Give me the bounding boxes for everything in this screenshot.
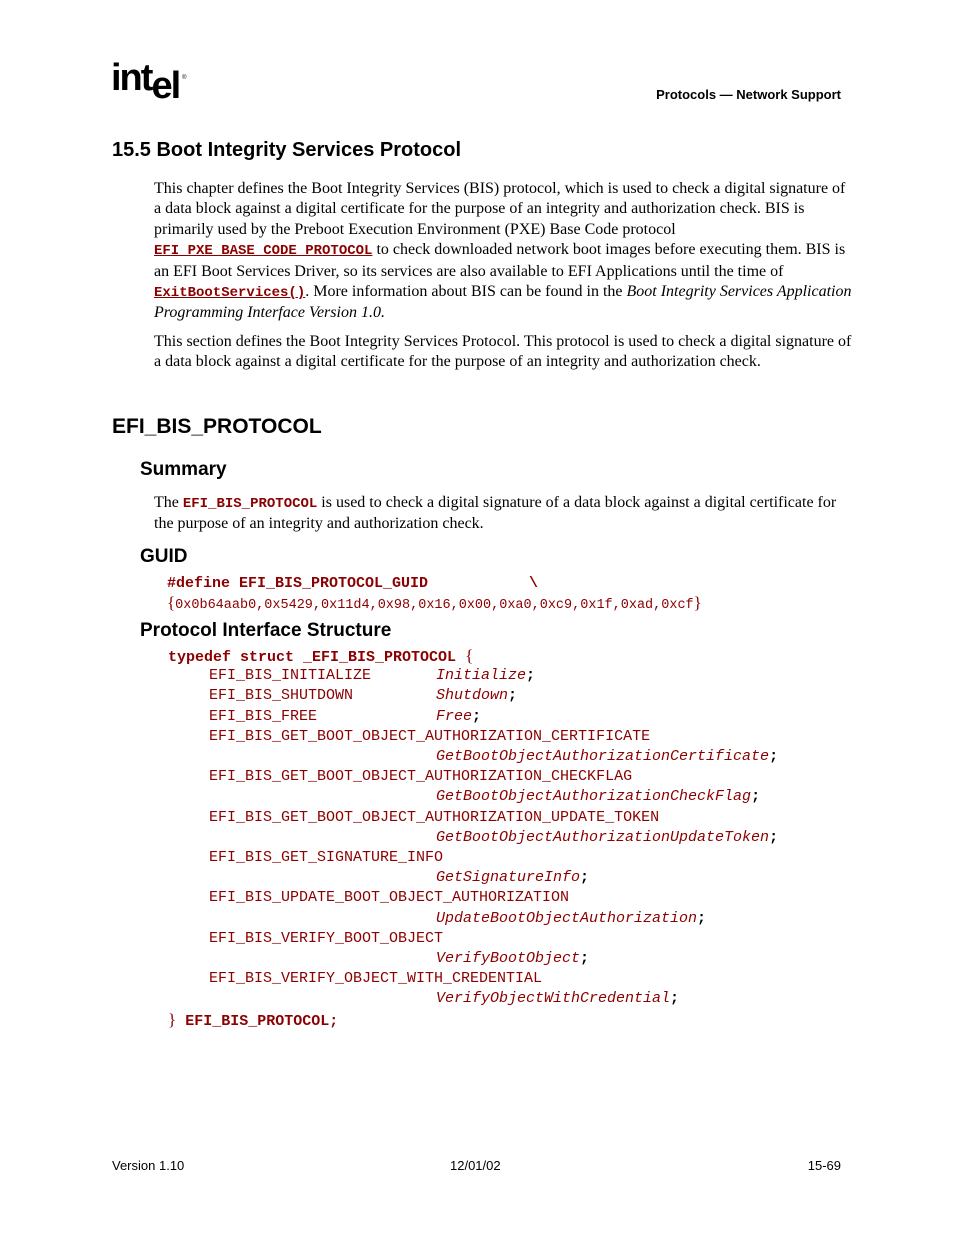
logo-text-tail: el xyxy=(151,65,180,107)
struct-member-name: GetBootObjectAuthorizationCertificate xyxy=(436,748,770,765)
struct-member-field xyxy=(436,868,589,888)
summary-protocol-name: EFI_BIS_PROTOCOL xyxy=(182,496,318,512)
struct-member-semicolon: ; xyxy=(697,909,707,927)
struct-open-brace: { xyxy=(465,646,474,665)
struct-member-type: EFI_BIS_INITIALIZE xyxy=(209,667,372,685)
struct-member-semicolon: ; xyxy=(751,788,761,806)
bis-api-reference: Boot Integrity Services Application Programming Interface Version 1.0. xyxy=(154,283,852,322)
summary-heading: Summary xyxy=(140,459,227,480)
struct-member-type: EFI_BIS_SHUTDOWN xyxy=(209,687,354,705)
struct-member-name: Shutdown xyxy=(436,687,509,705)
struct-member-semicolon: ; xyxy=(508,687,518,705)
struct-member-semicolon: ; xyxy=(769,828,779,846)
struct-member-type: EFI_BIS_GET_BOOT_OBJECT_AUTHORIZATION_CERTIFICATE xyxy=(209,727,651,745)
struct-member-type: EFI_BIS_VERIFY_OBJECT_WITH_CREDENTIAL xyxy=(209,970,543,988)
struct-member-field xyxy=(436,989,679,1009)
summary-paragraph xyxy=(154,493,854,535)
struct-member-field xyxy=(436,666,535,686)
struct-member-field xyxy=(436,707,481,727)
pxe-protocol-link[interactable]: EFI_PXE_BASE_CODE_PROTOCOL xyxy=(154,243,373,260)
struct-member-field xyxy=(436,828,778,848)
struct-close-line xyxy=(168,1010,338,1032)
intro-text-a: This chapter defines the Boot Integrity Services (BIS) protocol, which is used to check a digital signature of a data block against a digital certificate for the purpose of an integrity and authorization check. BIS is primarily used by the Preboot Execution Environment (PXE) Base Code protocol xyxy=(154,180,846,238)
struct-member-type: EFI_BIS_GET_BOOT_OBJECT_AUTHORIZATION_UPDATE_TOKEN xyxy=(209,808,660,826)
struct-member-semicolon: ; xyxy=(580,950,590,967)
struct-member-semicolon: ; xyxy=(670,990,680,1008)
registered-mark-icon: ® xyxy=(182,75,187,81)
struct-member-type: EFI_BIS_GET_BOOT_OBJECT_AUTHORIZATION_CHECKFLAG xyxy=(209,768,633,786)
struct-open-line xyxy=(168,646,473,668)
struct-member-name: Initialize xyxy=(436,667,527,685)
struct-member-name: GetBootObjectAuthorizationUpdateToken xyxy=(436,828,770,846)
footer-version: Version 1.10 xyxy=(112,1158,185,1173)
guid-heading: GUID xyxy=(140,546,188,567)
struct-member-type: EFI_BIS_GET_SIGNATURE_INFO xyxy=(209,849,444,866)
struct-close-name: EFI_BIS_PROTOCOL; xyxy=(185,1012,339,1030)
struct-member-semicolon: ; xyxy=(769,748,779,765)
struct-member-name: VerifyObjectWithCredential xyxy=(436,990,671,1008)
guid-define: #define EFI_BIS_PROTOCOL_GUID xyxy=(167,575,429,592)
struct-member-field xyxy=(436,949,589,969)
guid-define-line xyxy=(167,574,539,594)
struct-member-type: EFI_BIS_FREE xyxy=(209,707,318,725)
footer-page-number: 15-69 xyxy=(807,1158,841,1173)
struct-member-name: UpdateBootObjectAuthorization xyxy=(436,909,698,927)
guid-value-line xyxy=(167,593,702,616)
struct-member-semicolon: ; xyxy=(472,707,482,725)
struct-member-semicolon: ; xyxy=(526,667,536,685)
protocol-heading: EFI_BIS_PROTOCOL xyxy=(112,415,322,438)
running-header: Protocols — Network Support xyxy=(656,87,841,102)
guid-close-brace: } xyxy=(693,593,702,612)
logo-text: int xyxy=(111,57,152,99)
struct-member-field xyxy=(436,686,517,706)
intro-paragraph xyxy=(154,179,854,324)
struct-member-semicolon: ; xyxy=(580,869,590,887)
footer-date: 12/01/02 xyxy=(450,1158,501,1173)
intel-logo xyxy=(111,57,187,107)
section-title: 15.5 Boot Integrity Services Protocol xyxy=(112,139,461,161)
struct-heading: Protocol Interface Structure xyxy=(140,620,392,641)
struct-member-type: EFI_BIS_VERIFY_BOOT_OBJECT xyxy=(209,929,444,947)
struct-typedef: typedef struct _EFI_BIS_PROTOCOL xyxy=(168,649,457,666)
exit-boot-services-link[interactable]: ExitBootServices() xyxy=(154,285,306,302)
struct-member-name: VerifyBootObject xyxy=(436,950,581,967)
struct-member-name: Free xyxy=(436,707,473,725)
struct-member-type: EFI_BIS_UPDATE_BOOT_OBJECT_AUTHORIZATION xyxy=(209,889,570,907)
guid-backslash: \ xyxy=(529,575,539,592)
summary-text-a: The xyxy=(154,494,183,511)
struct-member-field xyxy=(436,747,778,767)
intro-text-c: . More information about BIS can be found in the xyxy=(305,283,627,301)
struct-member-field xyxy=(436,787,760,807)
struct-member-name: GetBootObjectAuthorizationCheckFlag xyxy=(436,788,752,806)
guid-open-brace: { xyxy=(167,593,176,612)
intro-text-b: to check downloaded network boot images before executing them. BIS is an EFI Boot Services Driver, so its services are also available to EFI Applications until the time of xyxy=(154,241,846,280)
struct-member-field xyxy=(436,909,706,929)
section-definition-paragraph: This section defines the Boot Integrity Services Protocol. This protocol is used to check a digital signature of a data block against a digital certificate for the purpose of an integrity and authorization check. xyxy=(154,333,852,371)
guid-value: 0x0b64aab0,0x5429,0x11d4,0x98,0x16,0x00,0xa0,0xc9,0x1f,0xad,0xcf xyxy=(175,598,694,613)
struct-close-brace: } xyxy=(168,1009,177,1029)
summary-text-b: is used to check a digital signature of a data block against a digital certificate for the purpose of an integrity and authorization check. xyxy=(154,494,837,533)
struct-member-name: GetSignatureInfo xyxy=(436,869,581,887)
